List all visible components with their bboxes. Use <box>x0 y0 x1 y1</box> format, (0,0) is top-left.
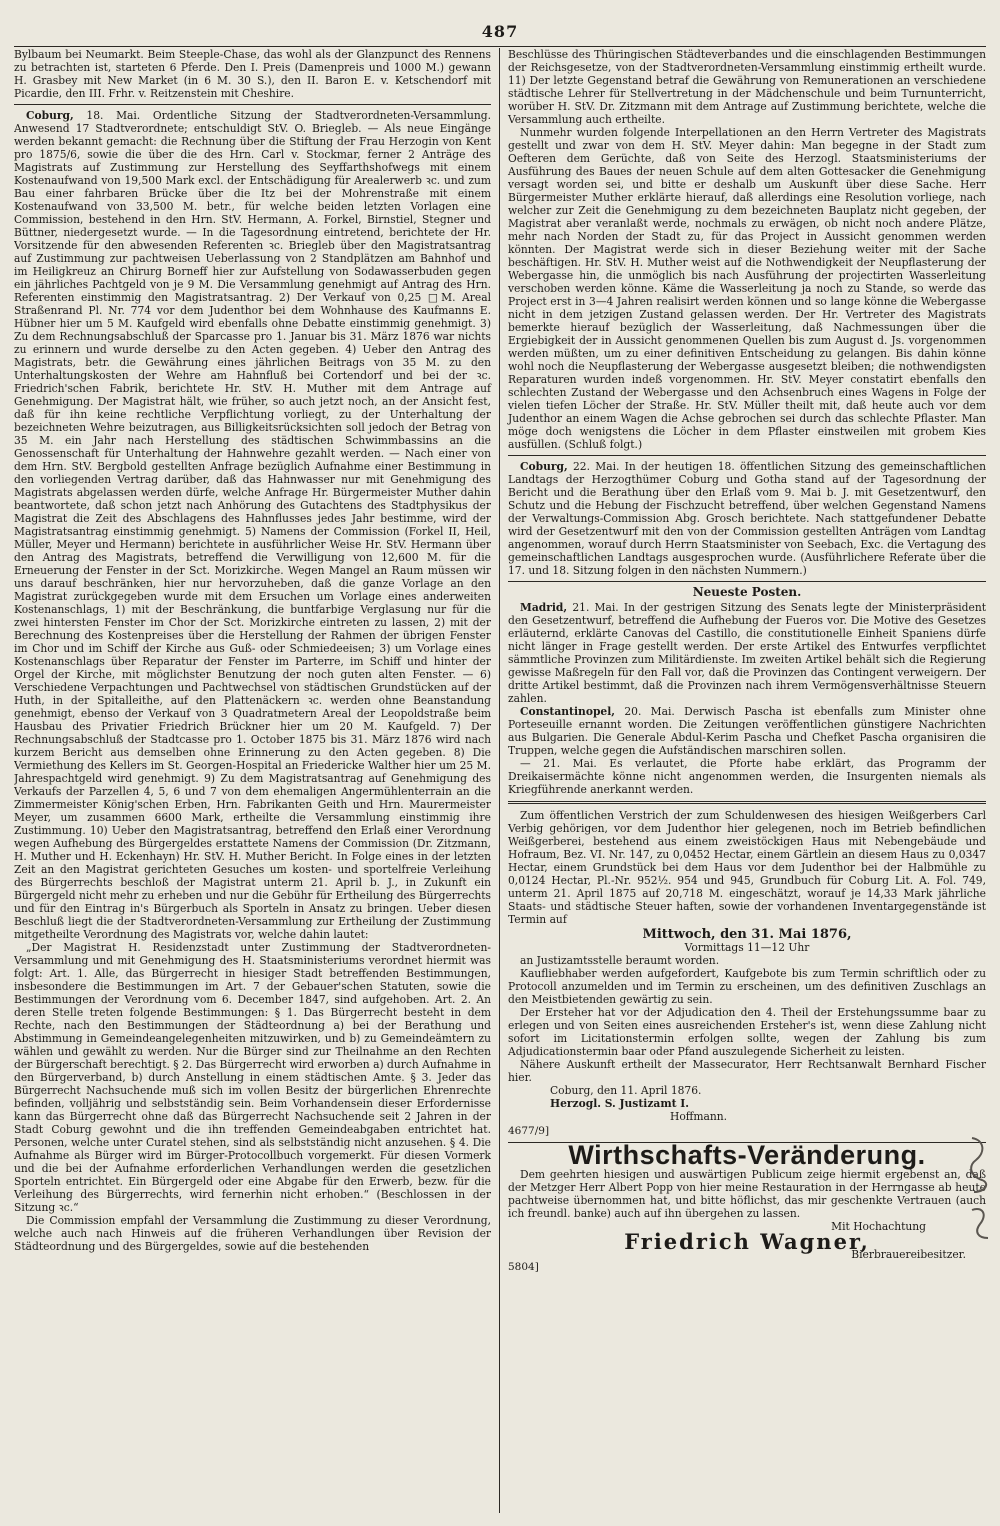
interpellations-paragraph: Nunmehr wurden folgende Interpellationen an den Herrn Vertreter des Magistrats gestellt und zwar von dem H. StV. Meyer dahin: Man begegne in der Stadt zum Oefteren dem Gerüchte, daß von Seite des Herzogl. Staatsministeriums der Ausführung des Baues der neuen Schule auf dem alten Gottesacker die Genehmigung versagt worden sei, und bitte er deshalb um Auskunft über diese Sache. Herr Bürgermeister Muther erklärte hierauf, daß allerdings eine Resolution vorliege, nach welcher zur Zeit die Genehmigung zu dem bezeichneten Bauplatz nicht gegeben, der Magistrat aber veranlaßt werde, nochmals zu erwägen, ob nicht noch andere Plätze, mehr nach Norden der Stadt zu, für das Project in Aussicht genommen werden könnten. Der Magistrat werde sich in dieser Beziehung weiter mit der Sache beschäftigen. Hr. StV. H. Muther weist auf die Nothwendigkeit der Neupflasterung der Webergasse hin, die unmöglich bis nach Ausführung der projectirten Wasserleitung verschoben werden könne. Käme die Wasserleitung ja noch zu Stande, so werde das Project erst in 3—4 Jahren realisirt werden können und so lange könne die Webergasse nicht in dem jetzigen Zustand gelassen werden. Der Hr. Vertreter des Magistrats bemerkte hierauf bezüglich der Wasserleitung, daß Nachmessungen über die Ergiebigkeit der in Aussicht genommenen Quellen bis zum August d. Js. vorgenommen werden müßten, um zu einer definitiven Entscheidung zu gelangen. Bis dahin könne wohl noch die Neupflasterung der Webergasse ausgesetzt bleiben; die nothwendigsten Reparaturen wurden indeß vorgenommen. Hr. StV. Meyer constatirt ebenfalls den schlechten Zustand der Webergasse und den Achsenbruch eines Wagens in Folge der vielen tiefen Löcher der Straße. Hr. StV. Müller theilt mit, daß heute auch vor dem Judenthor an einem Wagen die Achse gebrochen sei durch das schlechte Pflaster. Man möge doch wenigstens die Löcher in dem Pflaster einstweilen mit grobem Kies ausfüllen. (Schluß folgt.) <box>508 126 986 451</box>
advertisement-divider <box>508 801 986 804</box>
page-number: 487 <box>481 22 519 41</box>
article-body: Ordentliche Sitzung der Stadtverordneten-Versammlung. Anwesend 17 Stadtverordnete; entschuldigt StV. O. Briegleb. — Als neue Eingänge werden bekannt gemacht: die Rechnung über die Stiftung der Frau Herzogin von Kent pro 1875/6, sowie die über die des Hrn. Carl v. Stockmar, ferner 2 Anträge des Magistrats auf Zustimmung zur Herstellung des Seyffarthshofwegs mit einem Kostenaufwand von 19,500 Mark excl. der Entschädigung für Arealerwerb ꝛc. und zum Bau einer fahrbaren Brücke über die Itz bei der Mohrenstraße mit einem Kostenaufwand von 33,500 M. betr., für welche beiden letzten Vorlagen eine Commission, bestehend in den Hrn. StV. Hermann, A. Forkel, Birnstiel, Stegner und Büttner, niedergesetzt wurde. — In die Tagesordnung eintretend, berichtete der Hr. Vorsitzende für den abwesenden Referenten ꝛc. Briegleb über den Magistratsantrag auf Zustimmung zur pachtweisen Ueberlassung von 2 Standplätzen am Bahnhof und im Heiligkreuz an Chirurg Borneff hier zur Aufstellung von Sodawasserbuden gegen ein jährliches Pachtgeld von je 9 M. Die Versammlung genehmigt auf Antrag des Hrn. Referenten einstimmig den Magistratsantrag. 2) Der Verkauf von 0,25 □M. Areal Straßenrand Pl. Nr. 774 vor dem Judenthor bei dem Wohnhause des Kaufmanns E. Hübner hier um 5 M. Kaufgeld wird ebenfalls ohne Debatte einstimmig genehmigt. 3) Zu dem Rechnungsabschluß der Sparcasse pro 1. Januar bis 31. März 1876 war nichts zu erinnern und wurde derselbe zu den Acten gegeben. 4) Ueber den Antrag des Magistrats, betr. die Gewährung eines jährlichen Beitrags von 35 M. zu den Unterhaltungskosten der Wehre am Hahnfluß bei Cortendorf und bei der ꝛc. Friedrich'schen Fabrik, berichtete Hr. StV. H. Muther mit dem Antrage auf Genehmigung. Der Magistrat hält, wie früher, so auch jetzt noch, an der Ansicht fest, daß für ihn keine rechtliche Verpflichtung vorliegt, zu der Unterhaltung der bezeichneten Wehre beizutragen, aus Billigkeitsrücksichten soll jedoch der Betrag von 35 M. ein Jahr nach Herstellung des städtischen Schwimmbassins an die Genossenschaft für Unterhaltung der Hahnwehre gezahlt werden. — Nach einer von dem Hrn. StV. Bergbold gestellten Anfrage bezüglich Aufnahme einer Bestimmung in den vorliegenden Vertrag darüber, daß das Hahnwasser nur mit Genehmigung des Magistrats abgelassen werden dürfe, welche Anfrage Hr. Bürgermeister Muther dahin beantwortete, daß schon jetzt nach Anhörung des Gutachtens des Stadtphysikus der Magistrat die Zeit des Abschlagens des Hahnflusses jedes Jahr bestimme, wird der Magistratsantrag einstimmig genehmigt. 5) Namens der Commission (Forkel II, Heil, Müller, Meyer und Hermann) berichtete in ausführlicher Weise Hr. StV. Hermann über den Antrag des Magistrats, betreffend die Verwilligung von 12,600 M. für die Erneuerung der Fenster in der Sct. Morizkirche. Wegen Mangel an Raum müssen wir uns darauf beschränken, hier nur hervorzuheben, daß die ganze Vorlage an den Magistrat zurückgegeben wurde mit dem Ersuchen um Vorlage eines anderweiten Kostenanschlags, 1) mit der Beschränkung, die buntfarbige Verglasung nur für die zwei hintersten Fenster im Chor der Sct. Morizkirche eintreten zu lassen, 2) mit der Berechnung des Kostenpreises über die Herstellung der Rahmen der übrigen Fenster im Chor und im Schiff der Kirche aus Guß- oder Schmiedeeisen; 3) um Vorlage eines Kostenanschlags über Reparatur der Fenster im Parterre, im Schiff und hinter der Orgel der Kirche, mit möglichster Benutzung der noch guten alten Fenster. — 6) Verschiedene Verpachtungen und Pachtwechsel von städtischen Grundstücken auf der Huth, in der Spitalleithe, auf den Plattenäckern ꝛc. werden ohne Beanstandung genehmigt, ebenso der Verkauf von 3 Quadratmetern Areal der Leopoldstraße beim Hausbau des Privatier Friedrich Brückner hier um 20 M. Kaufgeld. 7) Der Rechnungsabschluß der Stadtcasse pro 1. October 1875 bis 31. März 1876 wird nach kurzem Bericht aus demselben ohne Erinnerung zu den Acten gegeben. 8) Die Vermiethung des Kellers im St. Georgen-Hospital an Friedericke Walther hier um 25 M. Jahrespachtgeld wird genehmigt. 9) Zu dem Magistratsantrag auf Genehmigung des Verkaufs der Parzellen 4, 5, 6 und 7 von dem ehemaligen Angermühlenterrain an die Zimmermeister König'schen Erben, Hrn. Fabrikanten Geith und Hrn. Maurermeister Meyer, um zusammen 6600 Mark, ertheilte die Versammlung einstimmig ihre Zustimmung. 10) Ueber den Magistratsantrag, betreffend den Erlaß einer Verordnung wegen Aufhebung des Bürgergeldes erstattete Namens der Commission (Dr. Zitzmann, H. Muther und H. Eckenhayn) Hr. StV. H. Muther Bericht. In Folge eines in der letzten Zeit an den Magistrat gerichteten Gesuches um kosten- und sportelfreie Verleihung des Bürgerrechts beschloß der Magistrat unterm 21. April b. J., in Zukunft ein Bürgergeld nicht mehr zu erheben und nur die Gebühr für Ertheilung des Bürgerrechts und für den Eintrag in's Bürgerbuch als Sporteln in Ansatz zu bringen. Ueber diesen Beschluß liegt die der Stadtverordneten-Versammlung zur Ertheilung der Zustimmung mitgetheilte Verordnung des Magistrats vor, welche dahin lautet: <box>14 109 491 941</box>
article-body: Derwisch Pascha ist ebenfalls zum Minister ohne Porteseuille ernannt worden. Die Zeitungen veröffentlichen günstigere Nachrichten aus Bulgarien. Die Generale Abdul-Kerim Pascha und Chefket Pascha organisiren die Truppen, welche gegen die Aufständischen marschiren sollen. <box>508 705 986 757</box>
section-divider <box>508 455 986 456</box>
coburg-council-article <box>14 109 491 941</box>
columns <box>14 48 986 1513</box>
auction-paragraph: Kaufliebhaber werden aufgefordert, Kaufgebote bis zum Termin schriftlich oder zu Protocoll anzumelden und im Termin zu erscheinen, um des definitiven Zuschlags an den Meistbietenden gewärtig zu sein. <box>508 967 986 1006</box>
constantinople-followup: — 21. Mai. Es verlautet, die Pforte habe erklärt, das Programm der Dreikaisermächte könne nicht angenommen werden, die Insurgenten niemals als Kriegführende anerkannt werden. <box>508 757 986 796</box>
ad-closing: Mit Hochachtung <box>831 1220 926 1233</box>
right-column <box>500 48 986 1513</box>
ad-signatory-title: Bierbrauereibesitzer. <box>851 1248 966 1261</box>
race-report-paragraph: Bylbaum bei Neumarkt. Beim Steeple-Chase, das wohl als der Glanzpunct des Rennens zu betrachten ist, starteten 6 Pferde. Den I. Preis (Damenpreis und 1000 M.) gewann H. Grasbey mit New Market (in 6 M. 30 S.), den II. Baron E. v. Ketschendorf mit Picardie, den III. Frhr. v. Reitzenstein mit Cheshire. <box>14 48 491 100</box>
auction-paragraph: Zum öffentlichen Verstrich der zum Schuldenwesen des hiesigen Weißgerbers Carl Verbig gehörigen, vor dem Judenthor hier gelegenen, noch im Betrieb befindlichen Weißgerberei, bestehend aus einem zweistöckigen Haus mit Nebengebäude und Hofraum, Bez. VI. Nr. 147, zu 0,0452 Hectar, einem Gärtlein an diesem Haus zu 0,0347 Hectar, einem Grundstück bei dem Haus vor dem Judenthor bei der Halbmühle zu 0,0124 Hectar, Pl.-Nr. 952½. 954 und 945, Grundbuch für Coburg Lit. A. Fol. 749, unterm 21. April 1875 auf 20,718 M. eingeschätzt, worauf je 14,33 Mark jährliche Staats- und städtische Steuer haften, sowie der vorhandenen Inventargegenstände ist Termin auf <box>508 809 986 926</box>
article-body: In der heutigen 18. öffentlichen Sitzung des gemeinschaftlichen Landtags der Herzogthümer Coburg und Gotha stand auf der Tagesordnung der Bericht und die Berathung über den Erlaß vom 9. Mai b. J. mit Gesetzentwurf, den Schutz und die Hebung der Fischzucht betreffend, über welchen Gegenstand Namens der Verwaltungs-Commission Abg. Grosch berichtete. Nach stattgefundener Debatte wird der Gesetzentwurf mit den von der Commission gestellten Anträgen vom Landtag angenommen, worauf durch Herrn Staatsminister von Seebach, Exc. die Vertagung des gemeinschaftlichen Landtags ausgesprochen wurde. (Ausführlichere Referate über die 17. und 18. Sitzung folgen in den nächsten Nummern.) <box>508 460 986 577</box>
ad-headline: Wirthschafts-Veränderung. <box>568 1140 926 1170</box>
header-rule <box>14 46 986 47</box>
article-body: In der gestrigen Sitzung des Senats legte der Ministerpräsident den Gesetzentwurf, betreffend die Aufhebung der Fueros vor. Die Motive des Gesetzes erläuternd, erklärte Canovas del Castillo, die constitutionelle Einheit Spaniens dürfe nicht länger in Frage gestellt werden. Der erste Artikel des Entwurfes verpflichtet sämmtliche Provinzen zum Militärdienste. Im zweiten Artikel behält sich die Regierung gewisse Maßregeln für den Fall vor, daß die Provinzen das Contingent verweigern. Der dritte Artikel bestimmt, daß die Provinzen nach ihrem Vermögensverhältnisse Steuern zahlen. <box>508 601 986 705</box>
auction-office: Herzogl. S. Justizamt I. <box>550 1097 689 1110</box>
dateline-place: Constantinopel, <box>520 705 616 718</box>
ad-text: Dem geehrten hiesigen und auswärtigen Publicum zeige hiermit ergebenst an, daß der Metzger Herr Albert Popp von hier meine Restauration in der Herrngasse ab heute pachtweise übernommen hat, und bitte höflichst, das mir geschenkte Vertrauen (auch ich freundl. banke) auch auf ihn übergehen zu lassen. <box>508 1168 986 1220</box>
handwritten-mark-icon <box>966 1130 992 1250</box>
article-continuation: Beschlüsse des Thüringischen Städteverbandes und die einschlagenden Bestimmungen der Reichsgesetze, von der Stadtverordneten-Versammlung einstimmig ertheilt wurde. 11) Der letzte Gegenstand betraf die Gewährung von Remunerationen an verschiedene städtische Lehrer für Stellvertretung in der Mädchenschule und beim Turnunterricht, worüber H. StV. Dr. Zitzmann mit dem Antrage auf Zustimmung berichtete, welche die Versammlung auch ertheilte. <box>508 48 986 126</box>
auction-notice <box>508 809 986 1138</box>
dateline-date: 22. Mai. <box>572 460 620 473</box>
section-divider <box>508 581 986 582</box>
constantinople-article <box>508 705 986 757</box>
dateline-date: 20. Mai. <box>624 705 675 718</box>
auction-signatory: Hoffmann. <box>670 1110 728 1123</box>
ordinance-quote: „Der Magistrat H. Residenzstadt unter Zustimmung der Stadtverordneten-Versammlung und mit Genehmigung des H. Staatsministeriums verordnet hiermit was folgt: Art. 1. Alle, das Bürgerrecht in hiesiger Stadt betreffenden Bestimmungen, insbesondere die Bestimmungen im Art. 7 der Gebauer'schen Statuten, sowie die Bestimmungen der Verordnung vom 6. December 1847, sind aufgehoben. Art. 2. An deren Stelle treten folgende Bestimmungen: § 1. Das Bürgerrecht besteht in dem Rechte, nach den Bestimmungen der Städteordnung a) bei der Berathung und Abstimmung in Gemeindeangelegenheiten mitzuwirken, und b) zu Gemeindeämtern zu wählen und gewählt zu werden. Nur die Bürger sind zur Theilnahme an den Rechten der Bürgerschaft berechtigt. § 2. Das Bürgerrecht wird erworben a) durch Aufnahme in den Bürgerverband, b) durch Anstellung in einem städtischen Amte. § 3. Jeder das Bürgerrecht Nachsuchende muß sich im vollen Besitz der bürgerlichen Ehrenrechte befinden, volljährig und selbstständig sein. Beim Vorhandensein dieser Erfordernisse kann das Bürgerrecht ohne daß das Bürgerrecht Nachsuchende seit 2 Jahren in der Stadt Coburg gewohnt und die ihn treffenden Gemeindeabgaben entrichtet hat. Personen, welche unter Curatel stehen, sind als selbstständig nicht anzusehen. § 4. Die Aufnahme als Bürger wird im Bürger-Protocollbuch vorgemerkt. Für diesen Vormerk und die bei der Aufnahme erforderlichen Verhandlungen werden die gesetzlichen Sporteln entrichtet. Ein Bürgergeld oder eine Abgabe für den Erwerb, bezw. für die Verleihung des Bürgerrechts, wird fernerhin nicht erhoben.“ (Beschlossen in der Sitzung ꝛc.“ <box>14 941 491 1214</box>
auction-date: Mittwoch, den 31. Mai 1876, <box>642 927 852 942</box>
section-divider <box>14 104 491 105</box>
auction-paragraph: Der Ersteher hat vor der Adjudication den 4. Theil der Erstehungssumme baar zu erlegen und von Seiten eines ausreichenden Ersteher's ist, wenn diese Zahlung nicht sofort im Licitationstermin erfolgen sollte, wegen der Zahlung bis zum Adjudicationstermin baar oder Pfand auszulegende Sicherheit zu leisten. <box>508 1006 986 1058</box>
left-column <box>14 48 500 1513</box>
auction-paragraph: an Justizamtsstelle beraumt worden. <box>520 954 720 967</box>
newest-posts-heading: Neueste Posten. <box>692 585 802 599</box>
dateline-date: 18. Mai. <box>86 109 141 122</box>
ad-number: 5804] <box>508 1261 539 1273</box>
landtag-article <box>508 460 986 577</box>
auction-time: Vormittags 11—12 Uhr <box>684 941 810 954</box>
auction-place-date: Coburg, den 11. April 1876. <box>550 1084 702 1097</box>
wagner-advertisement <box>508 1140 986 1274</box>
article-paragraph: Die Commission empfahl der Versammlung die Zustimmung zu dieser Verordnung, welche auch nach Hinweis auf die früheren Verhandlungen über Revision der Städteordnung und des Bürgergeldes, sowie auf die bestehenden <box>14 1214 491 1253</box>
dateline-place: Coburg, <box>26 109 74 122</box>
dateline-place: Madrid, <box>520 601 568 614</box>
madrid-article <box>508 601 986 705</box>
ad-signatory: Friedrich Wagner, <box>624 1229 870 1254</box>
dateline-place: Coburg, <box>520 460 568 473</box>
dateline-date: 21. Mai. <box>572 601 619 614</box>
auction-paragraph: Nähere Auskunft ertheilt der Massecurator, Herr Rechtsanwalt Bernhard Fischer hier. <box>508 1058 986 1084</box>
ad-number: 4677/9] <box>508 1125 550 1137</box>
